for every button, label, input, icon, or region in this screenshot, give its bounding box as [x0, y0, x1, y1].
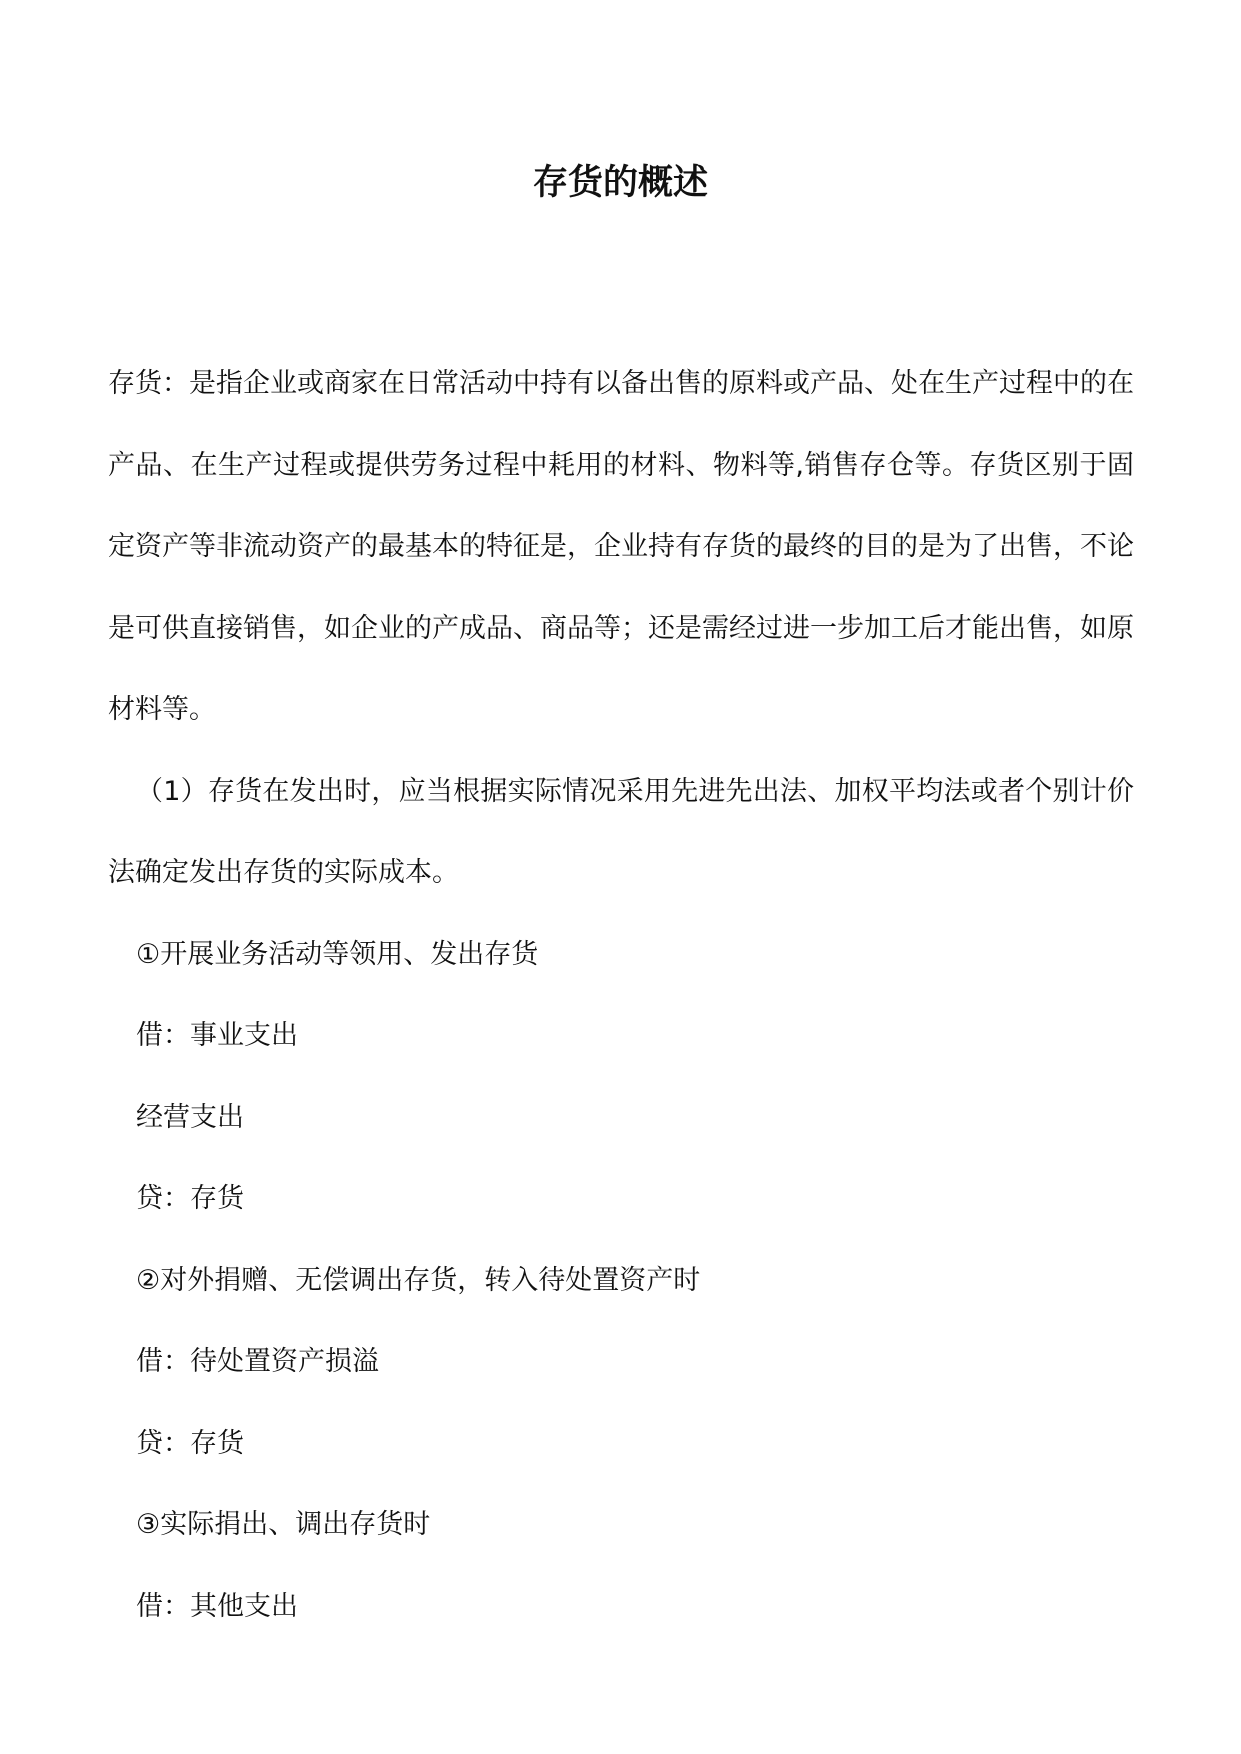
entry-debit-line: 借：其他支出	[136, 1590, 298, 1622]
entry-credit-line: 贷：存货	[136, 1427, 244, 1459]
inventory-issue-paragraph: （1）存货在发出时，应当根据实际情况采用先进先出法、加权平均法或者个别计价法确定发出存货的实际成本。	[108, 775, 1134, 888]
entry-heading-2: ②对外捐赠、无偿调出存货，转入待处置资产时	[136, 1264, 701, 1296]
document-body	[108, 343, 1134, 1647]
entry-heading-3: ③实际捐出、调出存货时	[136, 1509, 431, 1540]
inventory-definition-paragraph: 存货：是指企业或商家在日常活动中持有以备出售的原料或产品、处在生产过程中的在产品、在生产过程或提供劳务过程中耗用的材料、物料等,销售存仓等。存货区别于固定资产等非流动资产的最基本的特征是，企业持有存货的最终的目的是为了出售，不论是可供直接销售，如企业的产成品、商品等；还是需经过进一步加工后才能出售，如原材料等。	[108, 368, 1134, 725]
entry-debit-line: 借：事业支出	[136, 1020, 298, 1051]
document-title: 存货的概述	[532, 163, 708, 203]
entry-debit-line: 经营支出	[136, 1101, 244, 1133]
entry-heading-1: ①开展业务活动等领用、发出存货	[136, 938, 539, 970]
entry-credit-line: 贷：存货	[136, 1183, 244, 1214]
entry-debit-line: 借：待处置资产损溢	[136, 1346, 379, 1377]
